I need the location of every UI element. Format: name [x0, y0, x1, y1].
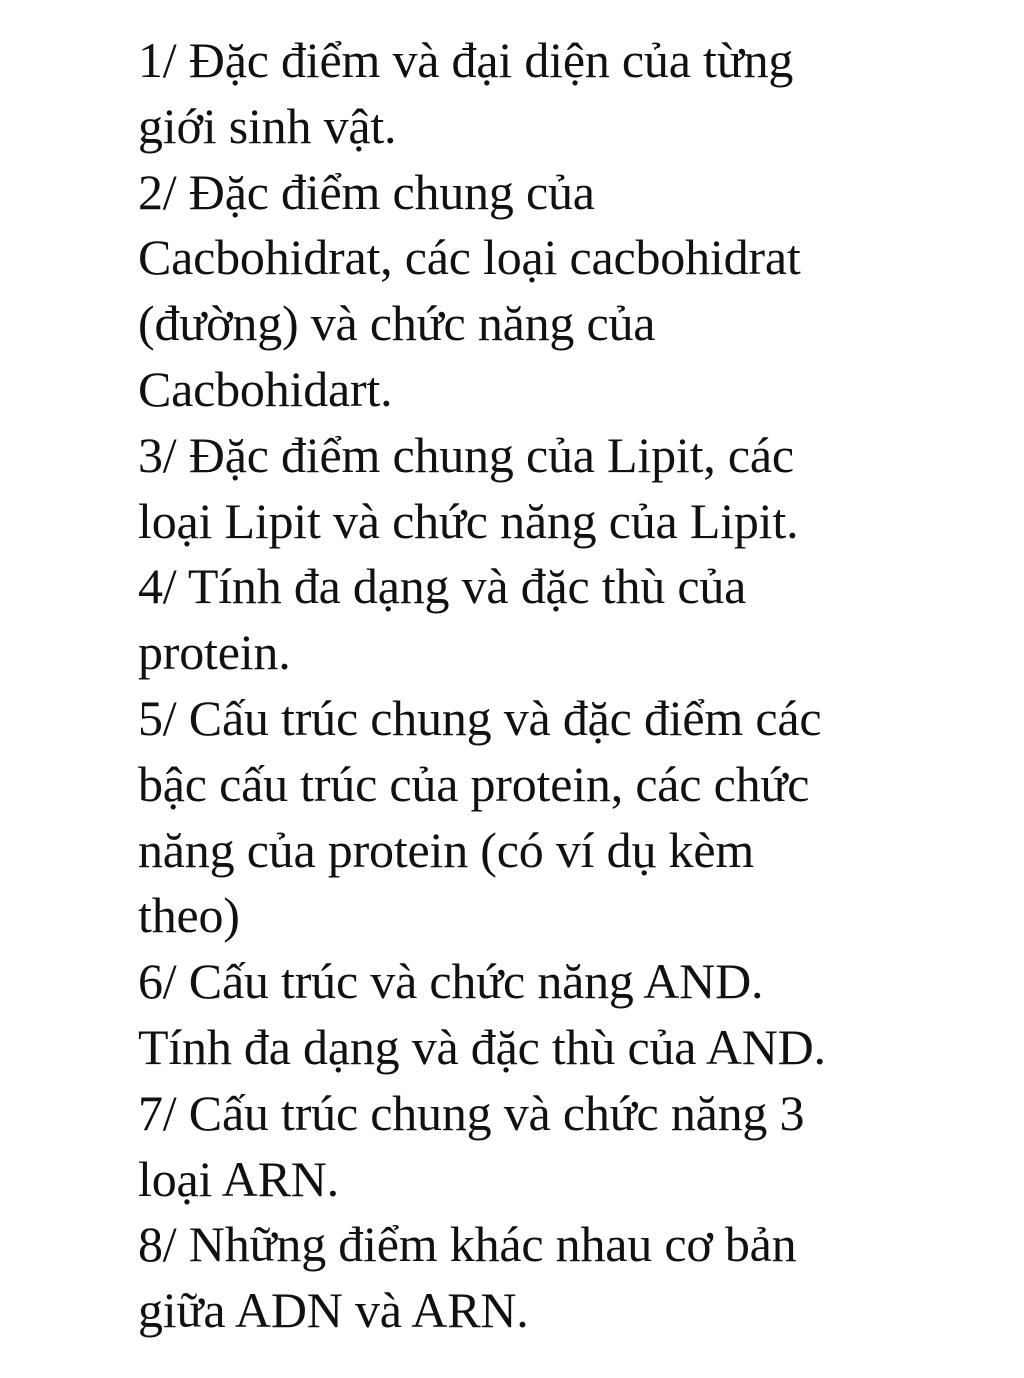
- question-3: [138, 423, 998, 555]
- question-8: [138, 1212, 998, 1344]
- question-line: 5/ Cấu trúc chung và đặc điểm các: [138, 689, 822, 746]
- question-line: 6/ Cấu trúc và chức năng AND.: [138, 953, 764, 1010]
- question-6: [138, 949, 998, 1081]
- question-2: [138, 160, 998, 423]
- question-line: 8/ Những điểm khác nhau cơ bản: [138, 1216, 797, 1273]
- question-line: (đường) và chức năng của: [138, 295, 656, 352]
- question-line: giữa ADN và ARN.: [138, 1282, 529, 1339]
- question-line: loại Lipit và chức năng của Lipit.: [138, 492, 799, 549]
- question-line: Tính đa dạng và đặc thù của AND.: [138, 1018, 826, 1075]
- question-1: [138, 28, 998, 160]
- question-list: [138, 0, 998, 1344]
- question-7: [138, 1081, 998, 1213]
- question-line: 1/ Đặc điểm và đại diện của từng: [138, 32, 794, 88]
- question-line: 7/ Cấu trúc chung và chức năng 3: [138, 1084, 805, 1141]
- question-line: bậc cấu trúc của protein, các chức: [138, 755, 810, 812]
- question-line: loại ARN.: [138, 1150, 339, 1207]
- question-4: [138, 554, 998, 686]
- question-line: theo): [138, 887, 240, 944]
- question-line: Cacbohidart.: [138, 360, 393, 417]
- question-line: protein.: [138, 624, 291, 681]
- question-line: Cacbohidrat, các loại cacbohidrat: [138, 229, 801, 286]
- question-line: 4/ Tính đa dạng và đặc thù của: [138, 558, 747, 615]
- question-line: 3/ Đặc điểm chung của Lipit, các: [138, 426, 794, 483]
- question-line: 2/ Đặc điểm chung của: [138, 163, 595, 220]
- question-line: giới sinh vật.: [138, 97, 397, 154]
- question-line: năng của protein (có ví dụ kèm: [138, 821, 755, 878]
- question-5: [138, 686, 998, 949]
